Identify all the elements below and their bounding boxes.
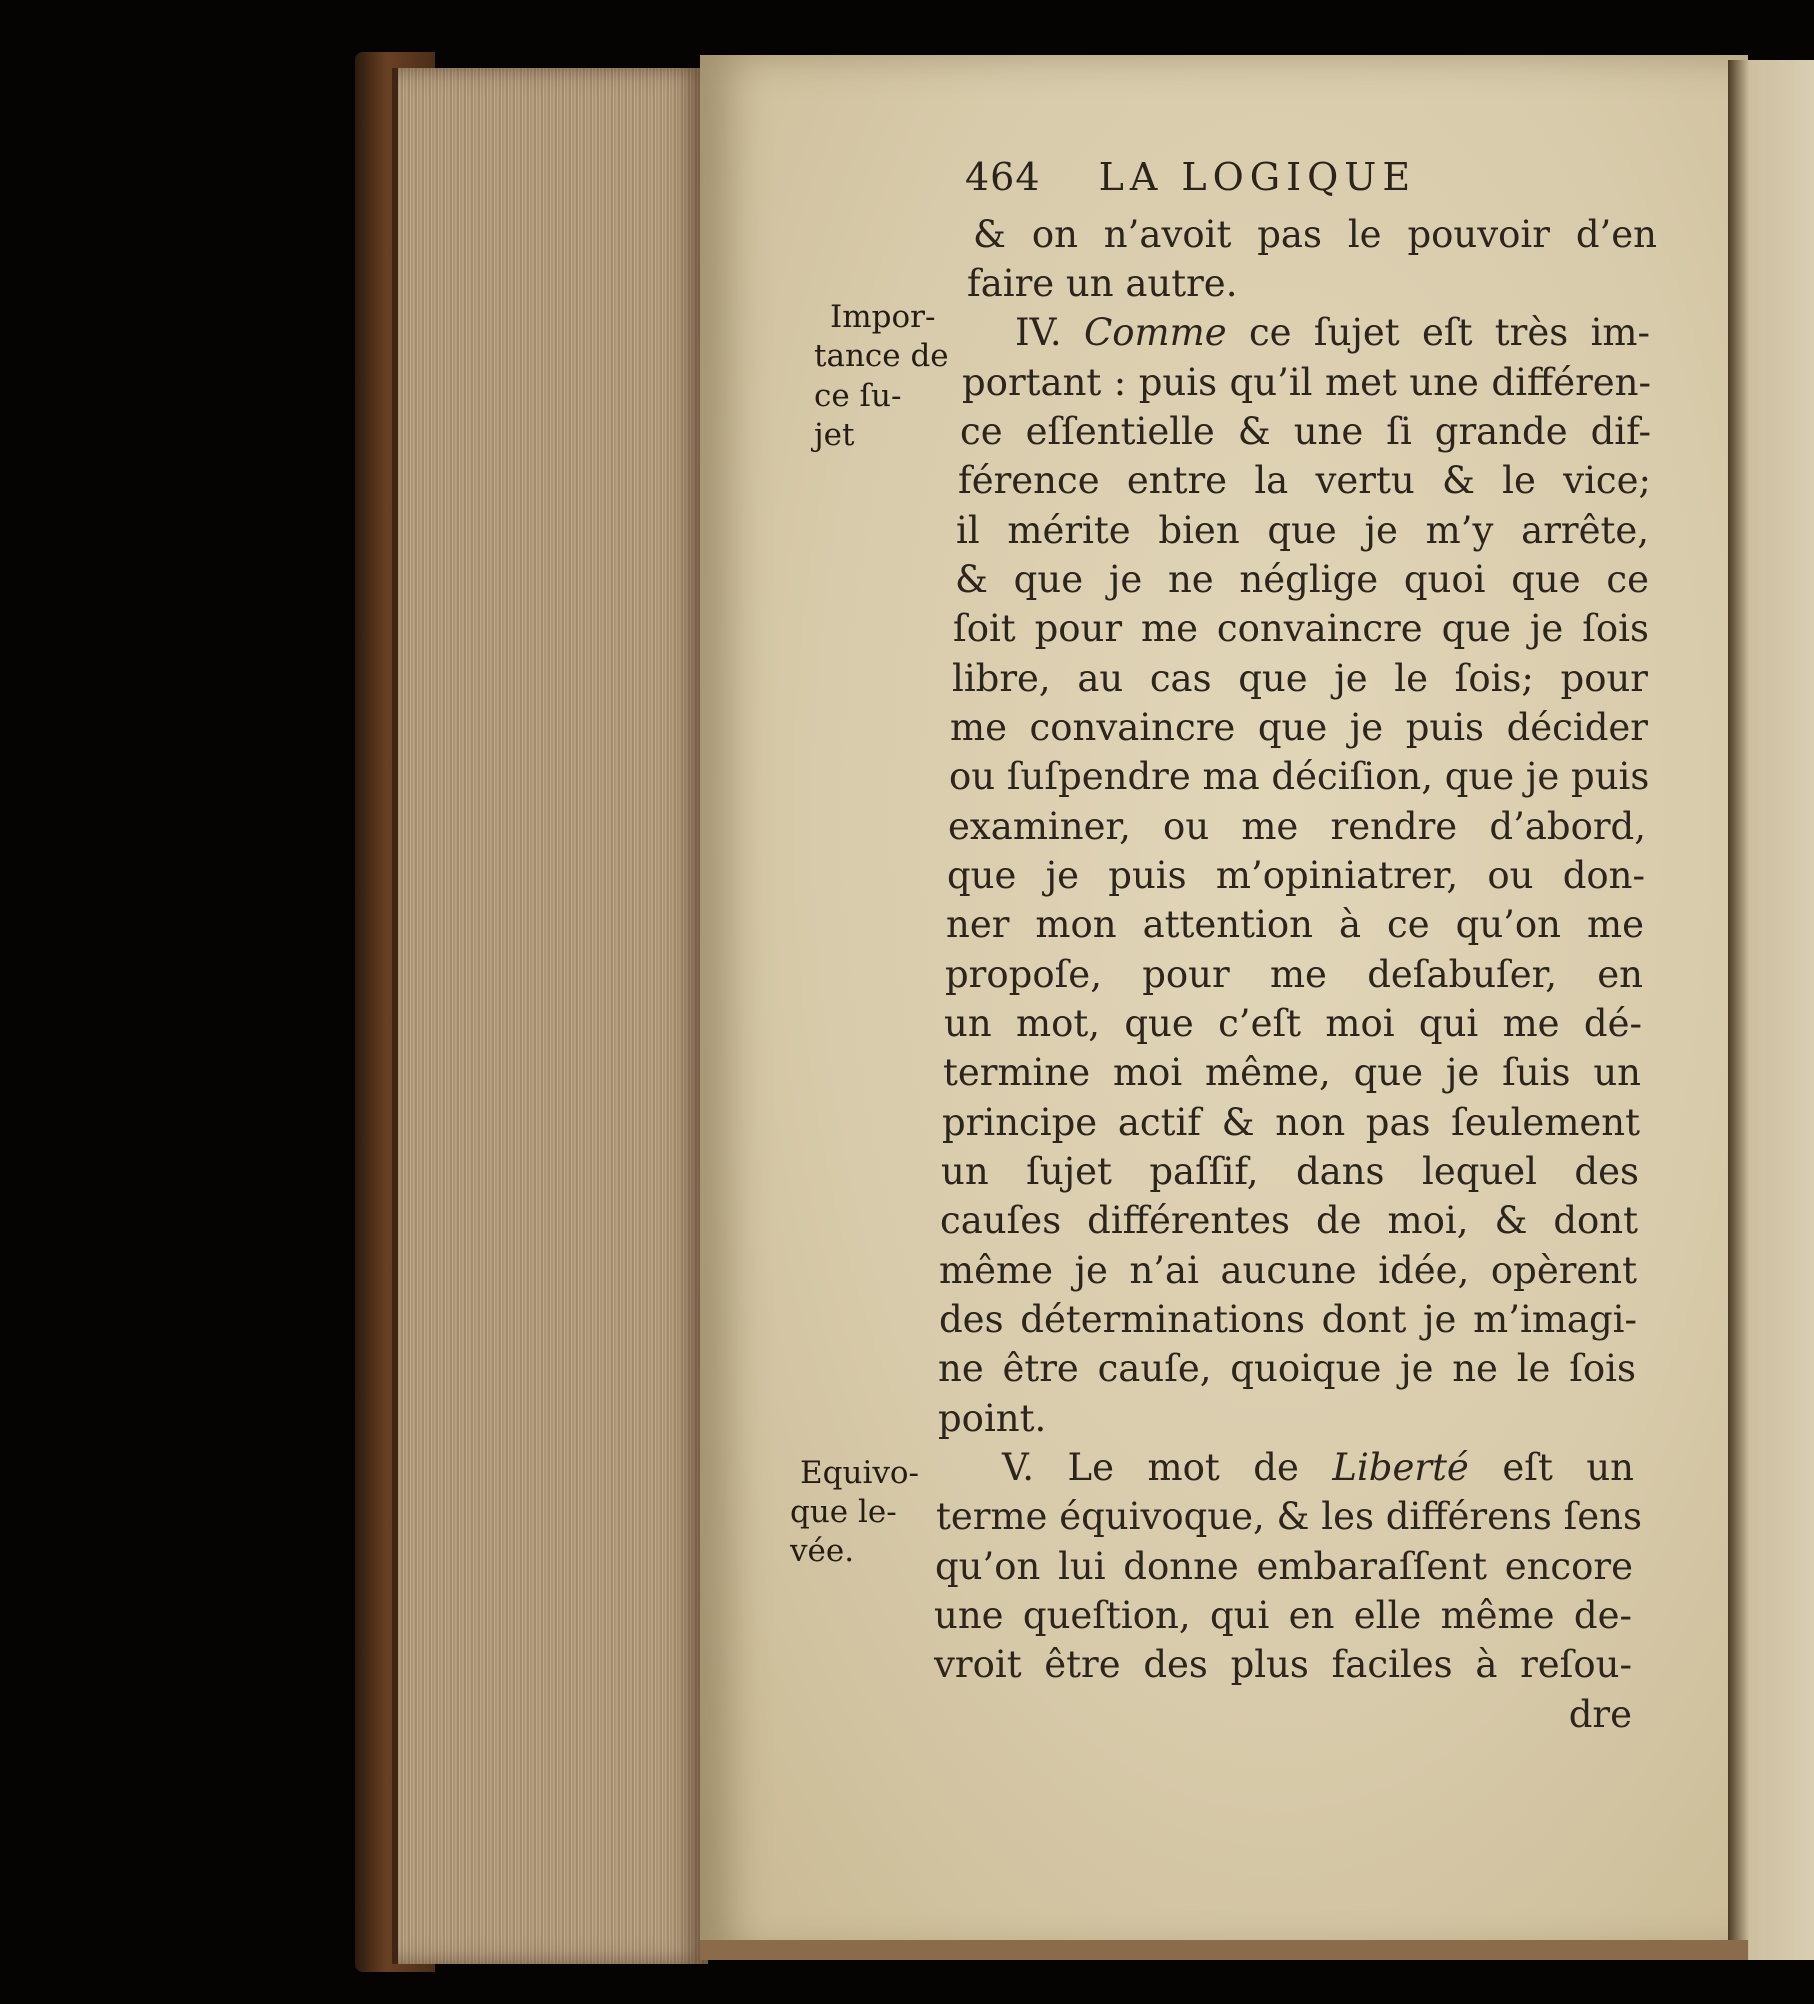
- italic-word: Liberté: [1332, 1446, 1469, 1489]
- margin-note-line: ce ſu-: [814, 378, 902, 414]
- body-line: terme équivoque, & les différens ſens: [936, 1495, 1642, 1538]
- page-number: 464: [965, 155, 1041, 199]
- facing-page-edge: [1728, 60, 1814, 1960]
- body-line-italic: [1015, 308, 1650, 357]
- section-number: IV.: [1015, 311, 1084, 354]
- body-line: même je n’ai aucune idée, opèrent: [939, 1249, 1637, 1292]
- body-line: des déterminations dont je m’imagi-: [939, 1298, 1637, 1341]
- body-line: point.: [938, 1397, 1047, 1440]
- margin-note-line: que le-: [790, 1494, 897, 1530]
- body-line: me convaincre que je puis décider: [950, 706, 1648, 749]
- body-line: ne être cauſe, quoique je ne le ſois: [938, 1347, 1636, 1390]
- body-line: portant : puis qu’il met une différen-: [962, 361, 1651, 404]
- page-bottom-edge: [700, 1940, 1748, 1960]
- body-line: ſoit pour me convaincre que je ſois: [953, 607, 1649, 650]
- body-line: ou ſuſpendre ma déciſion, que je puis: [949, 755, 1650, 798]
- body-line: & on n’avoit pas le pouvoir d’en: [973, 213, 1657, 256]
- body-line: examiner, ou me rendre d’abord,: [948, 805, 1646, 848]
- body-line: une queſtion, qui en elle même de-: [934, 1594, 1632, 1637]
- margin-note-line: tance de: [814, 338, 949, 374]
- margin-note-line: jet: [814, 417, 855, 453]
- running-head: [965, 155, 1416, 199]
- body-line: férence entre la vertu & le vice;: [958, 459, 1651, 502]
- body-line: cauſes différentes de moi, & dont: [940, 1199, 1638, 1242]
- running-title: LA LOGIQUE: [1098, 155, 1417, 199]
- italic-word: Comme: [1083, 311, 1227, 354]
- margin-note-line: vée.: [790, 1533, 855, 1569]
- body-line: que je puis m’opiniatrer, ou don-: [947, 854, 1645, 897]
- line-rest: eſt un: [1468, 1446, 1634, 1489]
- line-start: V. Le mot de: [1002, 1446, 1333, 1489]
- body-line: un mot, que c’eſt moi qui me dé-: [944, 1002, 1642, 1045]
- catchword: dre: [1568, 1693, 1632, 1736]
- margin-note-line: Impor-: [830, 299, 936, 335]
- body-line: principe actif & non pas ſeulement: [942, 1101, 1640, 1144]
- body-line-italic: [1002, 1443, 1634, 1492]
- line-rest: ce ſujet eſt très im-: [1226, 311, 1650, 354]
- body-line: vroit être des plus faciles à reſou-: [934, 1643, 1632, 1686]
- body-line: & que je ne néglige quoi que ce: [955, 558, 1649, 601]
- body-line: qu’on lui donne embaraſſent encore: [935, 1545, 1633, 1588]
- body-line: un ſujet paſſif, dans lequel des: [941, 1150, 1639, 1193]
- body-line: termine moi même, que je ſuis un: [943, 1051, 1641, 1094]
- page-block-edge: [392, 68, 708, 1964]
- body-line: propoſe, pour me deſabuſer, en: [945, 953, 1643, 996]
- body-line: il mérite bien que je m’y arrête,: [956, 509, 1649, 552]
- body-line: faire un autre.: [967, 262, 1238, 305]
- body-line: libre, au cas que je le ſois; pour: [952, 657, 1648, 700]
- body-line: ce eſſentielle & une ſi grande dif-: [960, 410, 1651, 453]
- margin-note-line: Equivo-: [800, 1455, 920, 1491]
- body-line: ner mon attention à ce qu’on me: [946, 903, 1644, 946]
